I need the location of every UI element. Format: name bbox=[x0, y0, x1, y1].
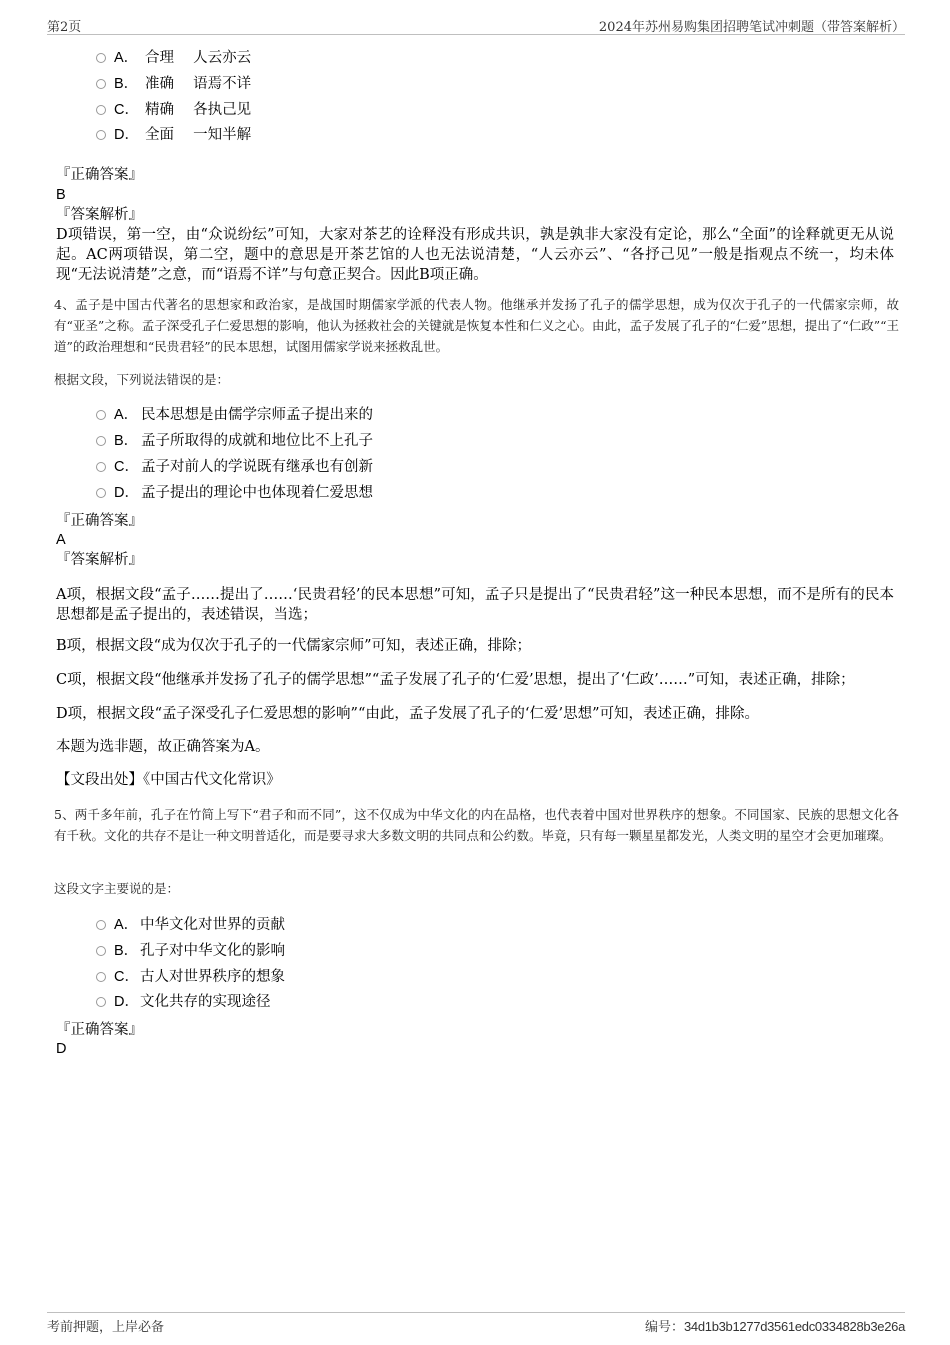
q4-source: 【文段出处】《中国古代文化常识》 bbox=[56, 772, 281, 788]
radio-button-icon[interactable] bbox=[96, 462, 106, 472]
q4-analysis-b: B项，根据文段“成为仅次于孔子的一代儒家宗师”可知，表述正确，排除； bbox=[56, 638, 531, 654]
footer-code-label: 编号： bbox=[644, 1319, 684, 1334]
radio-button-icon[interactable] bbox=[96, 53, 106, 63]
document-title: 2024年苏州易购集团招聘笔试冲刺题（带答案解析） bbox=[598, 20, 905, 35]
q4-passage: 4、孟子是中国古代著名的思想家和政治家，是战国时期儒家学派的代表人物。他继承并发扬了孔子的儒学思想，成为仅次于孔子的一代儒家宗师，故有“亚圣”之称。孟子深受孔子仁爱思想的影响，他认为拯救社会的关键就是恢复本性和仁义之心。由此，孟子发展了孔子的“仁爱”思想，提出了“仁政”“王道”的政治理想和“民贵君轻”的民本思想，试图用儒家学说来拯救乱世。 bbox=[54, 297, 899, 354]
footer-code bbox=[645, 1316, 905, 1335]
q4-prompt: 根据文段，下列说法错误的是： bbox=[54, 372, 230, 387]
radio-button-icon[interactable] bbox=[96, 997, 106, 1007]
radio-button-icon[interactable] bbox=[96, 972, 106, 982]
radio-button-icon[interactable] bbox=[96, 488, 106, 498]
radio-button-icon[interactable] bbox=[96, 410, 106, 420]
page-footer bbox=[47, 1312, 905, 1335]
radio-button-icon[interactable] bbox=[96, 946, 106, 956]
q4-analysis-d: D项，根据文段“孟子深受孔子仁爱思想的影响”“由此，孟子发展了孔子的‘仁爱’思想”可知，表述正确，排除。 bbox=[56, 706, 759, 722]
q4-analysis-label: 『答案解析』 bbox=[56, 552, 143, 568]
q3-analysis-label: 『答案解析』 bbox=[56, 207, 143, 223]
radio-button-icon[interactable] bbox=[96, 105, 106, 115]
q4-analysis-a: A项，根据文段“孟子……提出了……‘民贵君轻’的民本思想”可知，孟子只是提出了“民贵君轻”这一种民本思想，而不是所有的民本思想都是孟子提出的，表述错误，当选； bbox=[56, 587, 894, 623]
q5-answer-value: D bbox=[56, 1041, 67, 1057]
q3-answer-value: B bbox=[56, 187, 66, 203]
q4-answer-label: 『正确答案』 bbox=[56, 513, 143, 529]
q4-analysis-c: C项，根据文段“他继承并发扬了孔子的儒学思想”“孟子发展了孔子的‘仁爱’思想，提出了‘仁政’……”可知，表述正确，排除； bbox=[56, 672, 855, 688]
radio-button-icon[interactable] bbox=[96, 130, 106, 140]
q4-conclusion: 本题为选非题，故正确答案为A。 bbox=[56, 739, 270, 755]
page-header bbox=[47, 14, 905, 35]
q4-answer-value: A bbox=[56, 532, 66, 548]
footer-slogan: 考前押题，上岸必备 bbox=[47, 1320, 165, 1335]
q3-analysis-text: D项错误，第一空，由“众说纷纭”可知，大家对茶艺的诠释没有形成共识，孰是孰非大家没有定论，那么“全面”的诠释就更无从说起。AC两项错误，第二空，题中的意思是开茶艺馆的人也无法说清楚，“人云亦云”、“各抒己见”一般是指观点不统一，均未体现“无法说清楚”之意，而“语焉不详”与句意正契合。因此B项正确。 bbox=[56, 227, 894, 283]
q5-passage: 5、两千多年前，孔子在竹简上写下“君子和而不同”，这不仅成为中华文化的内在品格，也代表着中国对世界秩序的想象。不同国家、民族的思想文化各有千秋。文化的共存不是让一种文明普适化，而是要寻求大多数文明的共同点和公约数。毕竟，只有每一颗星星都发光，人类文明的星空才会更加璀璨。 bbox=[54, 807, 899, 843]
q3-answer-label: 『正确答案』 bbox=[56, 167, 143, 183]
radio-button-icon[interactable] bbox=[96, 920, 106, 930]
q5-answer-label: 『正确答案』 bbox=[56, 1022, 143, 1038]
radio-button-icon[interactable] bbox=[96, 79, 106, 89]
page-number: 第2页 bbox=[47, 20, 82, 35]
radio-button-icon[interactable] bbox=[96, 436, 106, 446]
footer-code-value: 34d1b3b1277d3561edc0334828b3e26a bbox=[683, 1319, 905, 1334]
q5-prompt: 这段文字主要说的是： bbox=[54, 881, 180, 896]
